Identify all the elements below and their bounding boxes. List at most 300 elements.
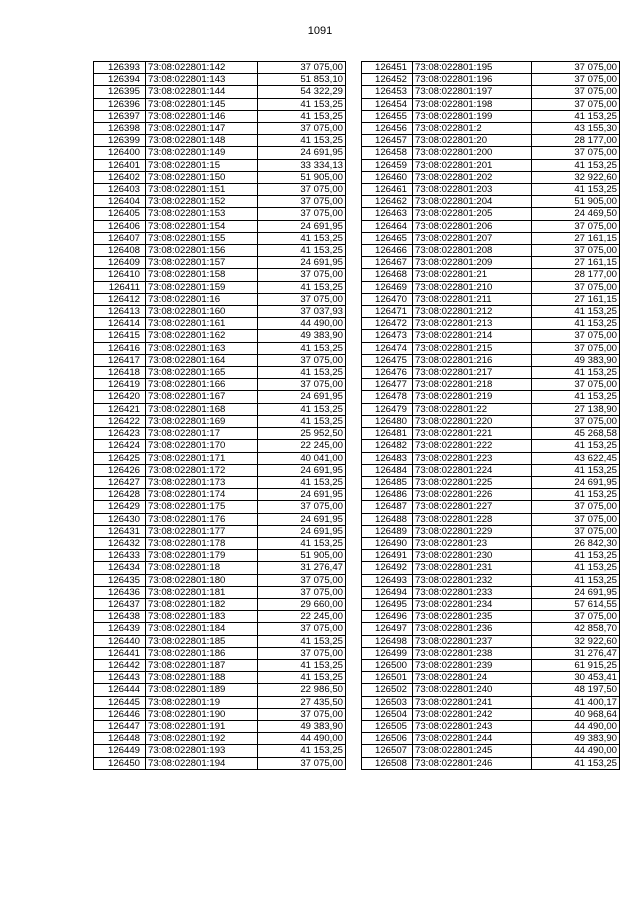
record-number-cell: 126444 [94,684,146,696]
table-row [94,501,346,513]
cadastral-number-cell: 73:08:022801:213 [413,318,532,330]
table-row [94,74,346,86]
amount-cell: 37 075,00 [532,330,620,342]
table-row [94,330,346,342]
amount-cell: 37 075,00 [532,220,620,232]
table-row [94,537,346,549]
cadastral-number-cell: 73:08:022801:151 [146,184,258,196]
table-row [362,98,620,110]
amount-cell: 41 153,25 [532,562,620,574]
record-number-cell: 126445 [94,696,146,708]
record-number-cell: 126395 [94,86,146,98]
cadastral-number-cell: 73:08:022801:189 [146,684,258,696]
table-row [94,562,346,574]
record-number-cell: 126442 [94,659,146,671]
record-number-cell: 126462 [362,196,413,208]
record-number-cell: 126499 [362,647,413,659]
record-number-cell: 126399 [94,135,146,147]
table-row [362,269,620,281]
page-number: 1091 [307,25,333,37]
table-row [94,110,346,122]
record-number-cell: 126453 [362,86,413,98]
amount-cell: 33 334,13 [258,159,346,171]
cadastral-number-cell: 73:08:022801:180 [146,574,258,586]
record-number-cell: 126427 [94,476,146,488]
table-row [362,391,620,403]
cadastral-number-cell: 73:08:022801:194 [146,757,258,769]
amount-cell: 37 075,00 [532,98,620,110]
record-number-cell: 126486 [362,489,413,501]
cadastral-number-cell: 73:08:022801:149 [146,147,258,159]
cadastral-number-cell: 73:08:022801:163 [146,342,258,354]
record-number-cell: 126424 [94,440,146,452]
amount-cell: 37 075,00 [258,647,346,659]
record-number-cell: 126482 [362,440,413,452]
table-row [94,696,346,708]
table-row [94,647,346,659]
amount-cell: 48 197,50 [532,684,620,696]
table-row [362,245,620,257]
table-row [94,745,346,757]
record-number-cell: 126408 [94,245,146,257]
table-row [94,159,346,171]
table-row [94,354,346,366]
cadastral-number-cell: 73:08:022801:230 [413,550,532,562]
amount-cell: 37 075,00 [532,342,620,354]
amount-cell: 37 075,00 [258,196,346,208]
cadastral-number-cell: 73:08:022801:210 [413,281,532,293]
amount-cell: 45 268,58 [532,428,620,440]
record-number-cell: 126425 [94,452,146,464]
table-row [362,684,620,696]
table-row [362,110,620,122]
record-number-cell: 126432 [94,537,146,549]
cadastral-number-cell: 73:08:022801:235 [413,611,532,623]
amount-cell: 24 691,95 [258,391,346,403]
cadastral-number-cell: 73:08:022801:245 [413,745,532,757]
amount-cell: 41 153,25 [258,367,346,379]
cadastral-number-cell: 73:08:022801:221 [413,428,532,440]
table-row [94,476,346,488]
cadastral-number-cell: 73:08:022801:18 [146,562,258,574]
record-number-cell: 126479 [362,403,413,415]
table-row [94,635,346,647]
amount-cell: 25 952,50 [258,428,346,440]
record-number-cell: 126402 [94,171,146,183]
cadastral-number-cell: 73:08:022801:188 [146,672,258,684]
record-number-cell: 126452 [362,74,413,86]
amount-cell: 29 660,00 [258,598,346,610]
table-row [94,342,346,354]
record-number-cell: 126410 [94,269,146,281]
record-number-cell: 126447 [94,720,146,732]
cadastral-number-cell: 73:08:022801:222 [413,440,532,452]
table-row [94,171,346,183]
table-row [94,403,346,415]
table-row [362,318,620,330]
cadastral-number-cell: 73:08:022801:223 [413,452,532,464]
record-number-cell: 126475 [362,354,413,366]
cadastral-number-cell: 73:08:022801:24 [413,672,532,684]
amount-cell: 41 153,25 [532,440,620,452]
amount-cell: 37 075,00 [532,281,620,293]
table-row [94,245,346,257]
table-row [362,147,620,159]
table-row [94,391,346,403]
table-row [94,123,346,135]
table-row [94,62,346,74]
table-row [94,708,346,720]
cadastral-number-cell: 73:08:022801:162 [146,330,258,342]
cadastral-number-cell: 73:08:022801:191 [146,720,258,732]
amount-cell: 32 922,60 [532,635,620,647]
record-number-cell: 126504 [362,708,413,720]
amount-cell: 41 400,17 [532,696,620,708]
table-row [362,476,620,488]
record-number-cell: 126494 [362,586,413,598]
table-row [362,403,620,415]
cadastral-number-cell: 73:08:022801:186 [146,647,258,659]
table-row [94,293,346,305]
amount-cell: 27 138,90 [532,403,620,415]
table-row [362,330,620,342]
amount-cell: 37 075,00 [532,501,620,513]
cadastral-number-cell: 73:08:022801:246 [413,757,532,769]
cadastral-number-cell: 73:08:022801:211 [413,293,532,305]
amount-cell: 37 075,00 [258,574,346,586]
table-row [362,62,620,74]
table-row [94,257,346,269]
amount-cell: 49 383,90 [258,720,346,732]
record-number-cell: 126492 [362,562,413,574]
record-number-cell: 126458 [362,147,413,159]
cadastral-number-cell: 73:08:022801:17 [146,428,258,440]
register-table-left [93,61,346,770]
record-number-cell: 126480 [362,415,413,427]
cadastral-number-cell: 73:08:022801:233 [413,586,532,598]
cadastral-number-cell: 73:08:022801:160 [146,306,258,318]
record-number-cell: 126440 [94,635,146,647]
cadastral-number-cell: 73:08:022801:197 [413,86,532,98]
cadastral-number-cell: 73:08:022801:224 [413,464,532,476]
record-number-cell: 126418 [94,367,146,379]
table-row [94,757,346,769]
cadastral-number-cell: 73:08:022801:201 [413,159,532,171]
amount-cell: 37 075,00 [532,86,620,98]
record-number-cell: 126409 [94,257,146,269]
record-number-cell: 126423 [94,428,146,440]
cadastral-number-cell: 73:08:022801:232 [413,574,532,586]
cadastral-number-cell: 73:08:022801:181 [146,586,258,598]
record-number-cell: 126448 [94,733,146,745]
table-row [94,611,346,623]
table-row [94,86,346,98]
record-number-cell: 126405 [94,208,146,220]
amount-cell: 41 153,25 [532,757,620,769]
record-number-cell: 126435 [94,574,146,586]
cadastral-number-cell: 73:08:022801:156 [146,245,258,257]
cadastral-number-cell: 73:08:022801:202 [413,171,532,183]
cadastral-number-cell: 73:08:022801:155 [146,232,258,244]
record-number-cell: 126503 [362,696,413,708]
amount-cell: 43 155,30 [532,123,620,135]
cadastral-number-cell: 73:08:022801:218 [413,379,532,391]
table-row [362,525,620,537]
cadastral-number-cell: 73:08:022801:185 [146,635,258,647]
cadastral-number-cell: 73:08:022801:147 [146,123,258,135]
amount-cell: 40 041,00 [258,452,346,464]
amount-cell: 24 691,95 [258,489,346,501]
table-row [94,598,346,610]
record-number-cell: 126454 [362,98,413,110]
record-number-cell: 126493 [362,574,413,586]
amount-cell: 37 075,00 [258,708,346,720]
cadastral-number-cell: 73:08:022801:2 [413,123,532,135]
cadastral-number-cell: 73:08:022801:171 [146,452,258,464]
cadastral-number-cell: 73:08:022801:203 [413,184,532,196]
cadastral-number-cell: 73:08:022801:219 [413,391,532,403]
amount-cell: 37 075,00 [258,354,346,366]
record-number-cell: 126498 [362,635,413,647]
amount-cell: 37 075,00 [258,184,346,196]
record-number-cell: 126431 [94,525,146,537]
table-row [362,745,620,757]
record-number-cell: 126422 [94,415,146,427]
table-body-left [94,62,346,770]
record-number-cell: 126461 [362,184,413,196]
cadastral-number-cell: 73:08:022801:204 [413,196,532,208]
table-row [94,672,346,684]
table-row [362,562,620,574]
amount-cell: 41 153,25 [532,159,620,171]
table-row [94,440,346,452]
cadastral-number-cell: 73:08:022801:196 [413,74,532,86]
table-row [362,415,620,427]
record-number-cell: 126413 [94,306,146,318]
amount-cell: 41 153,25 [258,232,346,244]
record-number-cell: 126415 [94,330,146,342]
table-row [362,586,620,598]
record-number-cell: 126417 [94,354,146,366]
amount-cell: 37 075,00 [258,62,346,74]
cadastral-number-cell: 73:08:022801:144 [146,86,258,98]
table-row [94,513,346,525]
cadastral-number-cell: 73:08:022801:154 [146,220,258,232]
record-number-cell: 126430 [94,513,146,525]
record-number-cell: 126443 [94,672,146,684]
record-number-cell: 126455 [362,110,413,122]
amount-cell: 37 075,00 [532,147,620,159]
table-row [362,537,620,549]
record-number-cell: 126476 [362,367,413,379]
table-row [94,135,346,147]
table-row [362,452,620,464]
amount-cell: 24 691,95 [258,525,346,537]
cadastral-number-cell: 73:08:022801:234 [413,598,532,610]
amount-cell: 41 153,25 [258,672,346,684]
cadastral-number-cell: 73:08:022801:237 [413,635,532,647]
table-row [362,623,620,635]
table-row [362,647,620,659]
table-row [94,452,346,464]
cadastral-number-cell: 73:08:022801:231 [413,562,532,574]
amount-cell: 24 691,95 [258,513,346,525]
record-number-cell: 126394 [94,74,146,86]
record-number-cell: 126407 [94,232,146,244]
amount-cell: 27 161,15 [532,293,620,305]
table-row [362,672,620,684]
amount-cell: 24 691,95 [258,257,346,269]
cadastral-number-cell: 73:08:022801:153 [146,208,258,220]
table-row [362,196,620,208]
table-row [362,574,620,586]
table-row [362,293,620,305]
amount-cell: 22 245,00 [258,611,346,623]
table-row [362,354,620,366]
table-row [362,659,620,671]
table-row [362,720,620,732]
cadastral-number-cell: 73:08:022801:243 [413,720,532,732]
table-row [94,574,346,586]
amount-cell: 32 922,60 [532,171,620,183]
record-number-cell: 126457 [362,135,413,147]
cadastral-number-cell: 73:08:022801:220 [413,415,532,427]
amount-cell: 22 986,50 [258,684,346,696]
record-number-cell: 126404 [94,196,146,208]
table-row [94,586,346,598]
table-row [362,489,620,501]
amount-cell: 37 075,00 [258,623,346,635]
table-row [362,220,620,232]
table-row [362,342,620,354]
amount-cell: 41 153,25 [258,281,346,293]
table-row [362,232,620,244]
table-row [362,379,620,391]
cadastral-number-cell: 73:08:022801:16 [146,293,258,305]
record-number-cell: 126481 [362,428,413,440]
amount-cell: 49 383,90 [258,330,346,342]
record-number-cell: 126474 [362,342,413,354]
record-number-cell: 126411 [94,281,146,293]
amount-cell: 37 075,00 [258,208,346,220]
amount-cell: 44 490,00 [258,733,346,745]
table-row [362,501,620,513]
amount-cell: 37 075,00 [532,611,620,623]
record-number-cell: 126428 [94,489,146,501]
amount-cell: 30 453,41 [532,672,620,684]
amount-cell: 41 153,25 [258,135,346,147]
record-number-cell: 126412 [94,293,146,305]
record-number-cell: 126420 [94,391,146,403]
cadastral-number-cell: 73:08:022801:152 [146,196,258,208]
record-number-cell: 126469 [362,281,413,293]
cadastral-number-cell: 73:08:022801:23 [413,537,532,549]
table-row [362,708,620,720]
cadastral-number-cell: 73:08:022801:206 [413,220,532,232]
amount-cell: 37 075,00 [532,513,620,525]
cadastral-number-cell: 73:08:022801:241 [413,696,532,708]
table-row [362,428,620,440]
table-row [362,696,620,708]
record-number-cell: 126450 [94,757,146,769]
record-number-cell: 126406 [94,220,146,232]
amount-cell: 49 383,90 [532,354,620,366]
table-row [94,733,346,745]
cadastral-number-cell: 73:08:022801:22 [413,403,532,415]
amount-cell: 41 153,25 [258,476,346,488]
cadastral-number-cell: 73:08:022801:205 [413,208,532,220]
record-number-cell: 126468 [362,269,413,281]
amount-cell: 37 075,00 [532,379,620,391]
cadastral-number-cell: 73:08:022801:193 [146,745,258,757]
cadastral-number-cell: 73:08:022801:176 [146,513,258,525]
record-number-cell: 126489 [362,525,413,537]
amount-cell: 41 153,25 [258,537,346,549]
record-number-cell: 126446 [94,708,146,720]
amount-cell: 41 153,25 [258,635,346,647]
amount-cell: 41 153,25 [258,98,346,110]
amount-cell: 26 842,30 [532,537,620,549]
cadastral-number-cell: 73:08:022801:238 [413,647,532,659]
record-number-cell: 126464 [362,220,413,232]
amount-cell: 37 037,93 [258,306,346,318]
table-row [94,525,346,537]
record-number-cell: 126507 [362,745,413,757]
amount-cell: 22 245,00 [258,440,346,452]
cadastral-number-cell: 73:08:022801:187 [146,659,258,671]
table-row [362,171,620,183]
table-row [362,598,620,610]
record-number-cell: 126434 [94,562,146,574]
record-number-cell: 126393 [94,62,146,74]
record-number-cell: 126439 [94,623,146,635]
table-row [362,635,620,647]
cadastral-number-cell: 73:08:022801:21 [413,269,532,281]
cadastral-number-cell: 73:08:022801:168 [146,403,258,415]
cadastral-number-cell: 73:08:022801:177 [146,525,258,537]
record-number-cell: 126478 [362,391,413,403]
table-row [94,720,346,732]
record-number-cell: 126473 [362,330,413,342]
table-row [362,611,620,623]
cadastral-number-cell: 73:08:022801:212 [413,306,532,318]
cadastral-number-cell: 73:08:022801:173 [146,476,258,488]
amount-cell: 37 075,00 [258,293,346,305]
table-row [94,367,346,379]
table-row [94,659,346,671]
amount-cell: 49 383,90 [532,733,620,745]
cadastral-number-cell: 73:08:022801:159 [146,281,258,293]
table-row [362,257,620,269]
cadastral-number-cell: 73:08:022801:148 [146,135,258,147]
amount-cell: 41 153,25 [532,391,620,403]
amount-cell: 37 075,00 [532,62,620,74]
table-row [94,269,346,281]
table-row [362,208,620,220]
table-row [362,86,620,98]
table-row [362,184,620,196]
cadastral-number-cell: 73:08:022801:216 [413,354,532,366]
cadastral-number-cell: 73:08:022801:166 [146,379,258,391]
record-number-cell: 126487 [362,501,413,513]
amount-cell: 51 905,00 [258,550,346,562]
record-number-cell: 126429 [94,501,146,513]
cadastral-number-cell: 73:08:022801:208 [413,245,532,257]
table-row [94,318,346,330]
cadastral-number-cell: 73:08:022801:150 [146,171,258,183]
record-number-cell: 126477 [362,379,413,391]
record-number-cell: 126436 [94,586,146,598]
